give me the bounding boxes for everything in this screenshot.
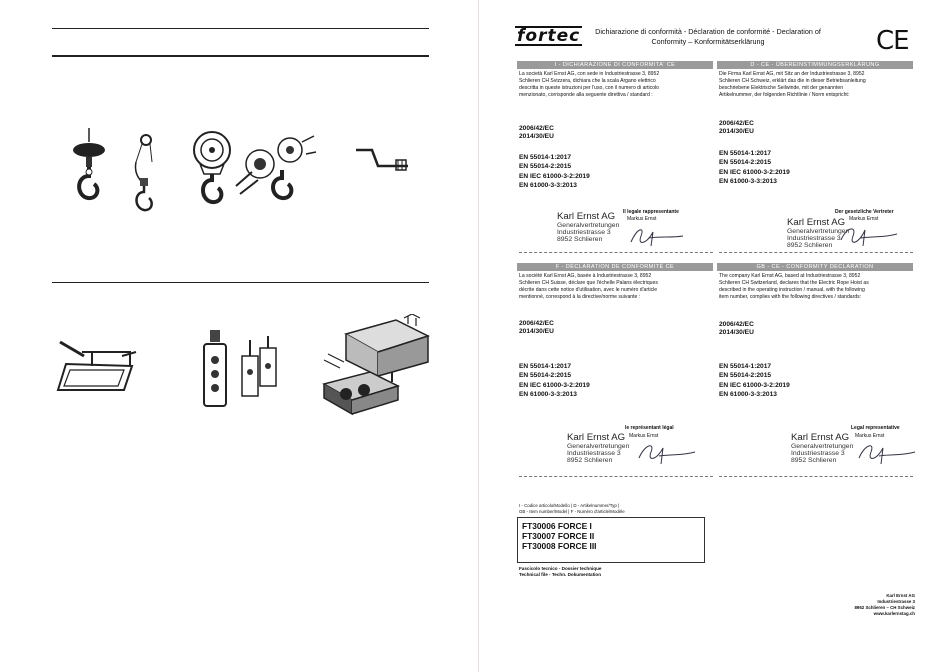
model-legend: I - Codice articolo/Modello | D - Artikelnummer/Typ | GB - Item number/Model | F - Numéro d'article/Modèle xyxy=(519,503,625,514)
company-address: Karl Ernst AG Industriestrasse 3 8952 Schlieren – CH Schweiz www.karlernstag.ch xyxy=(854,593,915,616)
middle-rule xyxy=(52,282,429,283)
section-gb-text: The company Karl Ernst AG, based at Industriestrasse 3, 8952 Schlieren CH Switzerland, declares that the Electric Rope Hoist as described in the operating instruction / manual, with the following item number, complies with the following directives / standards: xyxy=(719,273,869,300)
crank-handle-illustration xyxy=(352,146,412,172)
section-f-divider xyxy=(519,476,713,477)
technical-file-note: Fascicolo tecnico - Dossier technique Technical file - Techn. Dokumentation xyxy=(519,566,602,577)
section-gb-signature xyxy=(855,438,919,468)
model-item: FT30006 FORCE I xyxy=(522,521,592,531)
pendant-switch-illustration xyxy=(200,326,282,410)
pulley-block-illustration xyxy=(190,124,320,214)
hoist-hook-illustration xyxy=(64,128,116,210)
section-f-signer: Markus Ernst xyxy=(629,433,659,439)
fortec-logo: fortec xyxy=(517,26,581,46)
section-d-company-stamp: Karl Ernst AG Generalvertretungen Industriestrasse 3 8952 Schlieren xyxy=(787,217,850,249)
section-gb-heading: GB - CE - CONFORMITY DECLARATION xyxy=(717,263,913,271)
section-gb-signer: Markus Ernst xyxy=(855,433,885,439)
model-item: FT30008 FORCE III xyxy=(522,541,597,551)
section-f-directives: 2006/42/EC 2014/30/EU xyxy=(519,320,554,336)
section-f-rep-label: le représentant légal xyxy=(625,425,674,431)
section-d-signature xyxy=(837,222,901,252)
section-gb-directives: 2006/42/EC 2014/30/EU xyxy=(719,321,754,337)
section-d-directives: 2006/42/EC 2014/30/EU xyxy=(719,120,754,136)
section-i-signer: Markus Ernst xyxy=(627,216,657,222)
section-i-directives: 2006/42/EC 2014/30/EU xyxy=(519,125,554,141)
section-i-text: La società Karl Ernst AG, con sede in Industriestrasse 3, 8952 Schlieren CH Svizzera, dichiara che la scala Argano elettrico descritta in queste istruzioni per l'uso, con il numero di articolo menzionato, corrisponde alla seguente direttiva / standard : xyxy=(519,71,660,98)
mounting-bracket-illustration xyxy=(52,332,140,398)
section-f-standards: EN 55014-1:2017 EN 55014-2:2015 EN IEC 61000-3-2:2019 EN 61000-3-3:2013 xyxy=(519,363,590,399)
section-i-divider xyxy=(519,252,713,253)
document-title xyxy=(593,27,823,47)
section-i-rep-label: Il legale rappresentante xyxy=(623,209,679,215)
section-gb-divider xyxy=(719,476,913,477)
section-gb-standards: EN 55014-1:2017 EN 55014-2:2015 EN IEC 61000-3-2:2019 EN 61000-3-3:2013 xyxy=(719,363,790,399)
section-d-text: Die Firma Karl Ernst AG, mit Sitz an der Industriestrasse 3, 8952 Schlieren CH Schweiz, erklärt das die in dieser Betriebsanleitung beschriebene Elektrische Seilwinde, mit der genannten Artikelnummer, der folgenden Richtlinie / Norm entspricht: xyxy=(719,71,866,98)
control-box-illustration xyxy=(316,314,436,422)
hook-rope-illustration xyxy=(128,132,164,214)
ce-mark: CE xyxy=(876,26,909,56)
section-i-heading: I - DICHIARAZIONE DI CONFORMITA' CE xyxy=(517,61,713,69)
section-d-standards: EN 55014-1:2017 EN 55014-2:2015 EN IEC 61000-3-2:2019 EN 61000-3-3:2013 xyxy=(719,150,790,186)
section-gb-rep-label: Legal representative xyxy=(851,425,900,431)
section-d-divider xyxy=(719,252,913,253)
right-page xyxy=(478,0,950,672)
section-f-signature xyxy=(635,438,699,468)
section-i-standards: EN 55014-1:2017 EN 55014-2:2015 EN IEC 61000-3-2:2019 EN 61000-3-3:2013 xyxy=(519,154,590,190)
section-f-company-stamp: Karl Ernst AG Generalvertretungen Industriestrasse 3 8952 Schlieren xyxy=(567,432,630,464)
section-i-company-stamp: Karl Ernst AG Generalvertretungen Industriestrasse 3 8952 Schlieren xyxy=(557,211,620,243)
model-list xyxy=(517,517,705,563)
title-line-1: Dichiarazione di conformità - Déclaration de conformité - Declaration of xyxy=(595,27,821,36)
top-rule-thick xyxy=(52,55,429,57)
section-i-signature xyxy=(627,222,687,252)
section-gb-company-stamp: Karl Ernst AG Generalvertretungen Industriestrasse 3 8952 Schlieren xyxy=(791,432,854,464)
section-d-heading: D - CE - ÜBEREINSTIMMUNGSERKLÄRUNG xyxy=(717,61,913,69)
model-item: FT30007 FORCE II xyxy=(522,531,595,541)
section-d-signer: Markus Ernst xyxy=(849,216,879,222)
title-line-2: Conformity – Konformitätserklärung xyxy=(651,37,765,46)
section-d-rep-label: Der gesetzliche Vertreter xyxy=(835,209,894,215)
top-rule xyxy=(52,28,429,29)
section-f-text: La société Karl Ernst AG, basée à Industriestrasse 3, 8952 Schlieren CH Suisse, déclare que l'échelle Palans électriques décrite dans cette notice d'utilisation, avec le numéro d'article mentionné, correspond à la directive/norme suivante : xyxy=(519,273,658,300)
section-f-heading: F - DÉCLARATION DE CONFORMITÉ CE xyxy=(517,263,713,271)
